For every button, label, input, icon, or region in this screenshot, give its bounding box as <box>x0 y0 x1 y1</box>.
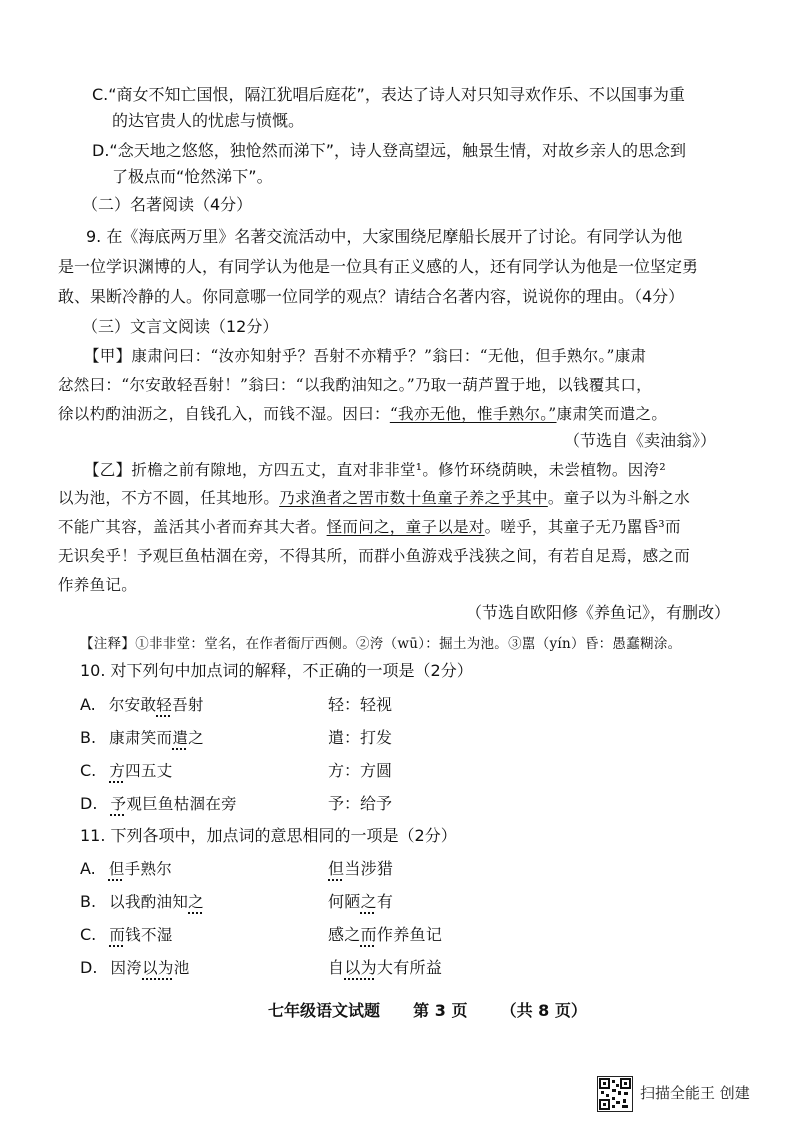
passage-a-line-3 <box>58 403 667 425</box>
footer-page-total: （共 8 页） <box>500 1001 587 1020</box>
section-heading-3: （三）文言文阅读（12分） <box>82 317 279 336</box>
q11-option-a-letter: A. <box>80 859 96 878</box>
q11-a-left-post: 手熟尔 <box>124 860 173 878</box>
q10-option-c-answer: 方：方圆 <box>328 761 393 780</box>
q11-option-a <box>80 858 172 880</box>
passage-a-source: （节选自《卖油翁》） <box>564 431 717 450</box>
question-9-line-2: 是一位学识渊博的人，有同学认为他是一位具有正义感的人，还有同学认为他是一位坚定勇 <box>58 257 699 276</box>
q11-option-c-letter: C. <box>80 925 97 944</box>
passage-b-source: （节选自欧阳修《养鱼记》，有删改） <box>466 603 731 622</box>
q11-b-right-post: 有 <box>376 892 394 911</box>
q10-a-text-pre: 尔安敢 <box>108 696 157 714</box>
q11-option-a-right <box>328 858 393 880</box>
passage-b-line-5: 作养鱼记。 <box>58 576 138 594</box>
q10-c-dotted-word: 方 <box>109 762 126 780</box>
q10-d-dotted-word: 予 <box>110 795 127 813</box>
q11-d-right-post: 大有所益 <box>376 958 443 977</box>
q11-option-c <box>80 924 173 946</box>
q10-option-c <box>80 760 173 782</box>
q10-b-dotted-word: 遣 <box>172 729 189 747</box>
q11-d-right-pre: 自 <box>328 958 345 977</box>
q11-option-d-right <box>328 957 442 979</box>
qr-code-icon <box>597 1076 633 1112</box>
passage-b-line-3-post: 。嗟乎，其童子无乃嚚昏³而 <box>484 518 681 536</box>
question-11-stem: 11. 下列各项中，加点词的意思相同的一项是（2分） <box>80 826 457 845</box>
q11-b-right-pre: 何陋 <box>328 892 361 911</box>
question-9-line-1: 9. 在《海底两万里》名著交流活动中，大家围绕尼摩船长展开了讨论。有同学认为他 <box>86 227 683 246</box>
passage-a-line-3-post: 康肃笑而遣之。 <box>556 405 668 423</box>
q11-option-b-right <box>328 891 393 913</box>
q11-a-left-dotted-word: 但 <box>108 860 125 878</box>
annotation-note: 【注释】①非非堂：堂名，在作者衙厅西侧。②洿（wū）：掘土为池。③嚚（yín）昏：愚蠢糊涂。 <box>80 636 682 652</box>
q11-option-c-right <box>328 924 442 946</box>
passage-a-underlined-sentence: “我亦无他，惟手熟尔。” <box>389 405 557 423</box>
q11-option-d-letter: D. <box>80 958 98 977</box>
q11-b-left-dotted-word: 之 <box>188 893 204 911</box>
q11-a-right-post: 当涉猎 <box>344 859 394 878</box>
q10-option-b-letter: B. <box>80 728 97 747</box>
q11-d-right-dotted-word: 以为 <box>344 958 377 977</box>
passage-b-underlined-sentence-2: 怪而问之，童子以是对 <box>326 518 485 536</box>
q11-b-left-pre: 以我酌油知 <box>109 893 189 911</box>
passage-a-line-1: 【甲】康肃问曰：“汝亦知射乎？吾射不亦精乎？”翁曰：“无他，但手熟尔。”康肃 <box>84 347 647 365</box>
q10-option-a-answer: 轻：轻视 <box>328 695 393 714</box>
section-heading-2: （二）名著阅读（4分） <box>82 195 253 214</box>
q10-d-text-post: 观巨鱼枯涸在旁 <box>126 795 237 813</box>
passage-a-line-2: 忿然曰：“尔安敢轻吾射！”翁曰：“以我酌油知之。”乃取一葫芦置于地，以钱覆其口， <box>58 376 652 394</box>
q11-c-left-dotted-word: 而 <box>109 926 126 944</box>
passage-b-line-3-pre: 不能广其容，盖活其小者而弃其大者。 <box>58 518 327 536</box>
q11-d-left-pre: 因洿 <box>110 959 143 977</box>
passage-b-line-2-pre: 以为池，不方不圆，任其地形。 <box>58 489 280 507</box>
q11-option-b-letter: B. <box>80 892 97 911</box>
q10-option-d-letter: D. <box>80 794 98 813</box>
option-d-line-2: 了极点而“怆然涕下”。 <box>112 167 273 186</box>
q10-c-text-post: 四五丈 <box>125 762 173 780</box>
q10-option-b <box>80 727 204 749</box>
passage-b-line-2-post: 。童子以为斗斛之水 <box>547 489 691 507</box>
q10-b-text-post: 之 <box>188 729 204 747</box>
footer-exam-title: 七年级语文试题 <box>268 1001 381 1020</box>
passage-b-line-4: 无识矣乎！予观巨鱼枯涸在旁，不得其所，而群小鱼游戏乎浅狭之间，有若自足焉，感之而 <box>58 547 691 565</box>
q11-option-b <box>80 891 204 913</box>
footer-page-number: 第 3 页 <box>413 1001 468 1020</box>
passage-b-line-1: 【乙】折檐之前有隙地，方四五丈，直对非非堂¹。修竹环绕荫映，未尝植物。因洿² <box>84 461 666 479</box>
q10-a-text-post: 吾射 <box>172 696 204 714</box>
q10-option-a <box>80 694 204 716</box>
question-9-line-3: 敢、果断冷静的人。你同意哪一位同学的观点？请结合名著内容，说说你的理由。（4分） <box>58 287 685 306</box>
q10-option-b-answer: 遣：打发 <box>328 728 393 747</box>
q11-d-left-post: 池 <box>173 959 190 977</box>
q10-option-d-answer: 予：给予 <box>328 794 393 813</box>
q10-option-c-letter: C. <box>80 761 97 780</box>
passage-b-line-2 <box>58 487 690 509</box>
q11-c-right-post: 作养鱼记 <box>376 925 443 944</box>
q11-b-right-dotted-word: 之 <box>360 892 377 911</box>
q10-b-text-pre: 康肃笑而 <box>109 729 173 747</box>
option-c-line-1: C.“商女不知亡国恨，隔江犹唱后庭花”，表达了诗人对只知寻欢作乐、不以国事为重 <box>92 85 685 104</box>
q11-c-left-post: 钱不湿 <box>125 926 173 944</box>
passage-b-underlined-sentence-1: 乃求渔者之罟市数十鱼童子养之乎其中 <box>279 489 548 507</box>
passage-b-line-3 <box>58 516 681 538</box>
passage-a-line-3-pre: 徐以杓酌油沥之，自钱孔入，而钱不湿。因曰： <box>58 405 390 423</box>
q11-c-right-dotted-word: 而 <box>360 925 377 944</box>
q11-c-right-pre: 感之 <box>328 925 361 944</box>
q11-a-right-dotted-word: 但 <box>328 859 345 878</box>
option-d-line-1: D.“念天地之悠悠，独怆然而涕下”，诗人登高望远，触景生情，对故乡亲人的思念到 <box>92 141 686 160</box>
q11-d-left-dotted-word: 以为 <box>142 959 174 977</box>
q10-option-d <box>80 793 237 815</box>
option-c-line-2: 的达官贵人的忧虑与愤慨。 <box>112 111 305 130</box>
q10-option-a-letter: A. <box>80 695 96 714</box>
question-10-stem: 10. 对下列句中加点词的解释，不正确的一项是（2分） <box>80 661 473 680</box>
scanner-watermark: 扫描全能王 创建 <box>640 1084 750 1102</box>
page-footer <box>268 1000 587 1022</box>
q11-option-d <box>80 957 190 979</box>
q10-a-dotted-word: 轻 <box>156 696 173 714</box>
